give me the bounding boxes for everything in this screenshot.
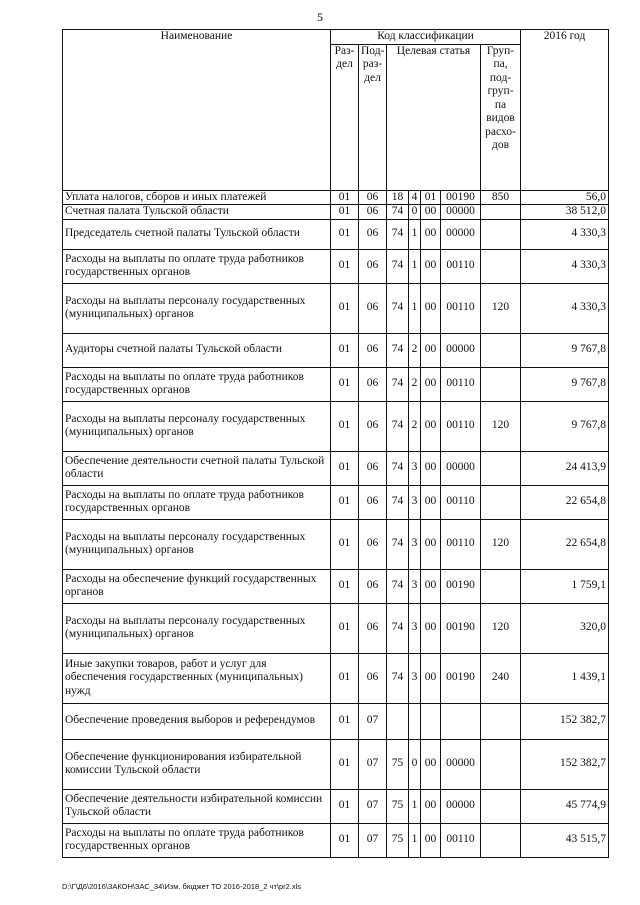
cell-t3: 00 [421,653,441,703]
cell-name: Председатель счетной палаты Тульской области [63,219,331,249]
cell-rz: 01 [331,190,359,205]
cell-t1: 74 [387,333,409,367]
cell-name: Расходы на выплаты по оплате труда работников государственных органов [63,249,331,283]
cell-t4: 00190 [441,569,481,603]
cell-vr [481,823,521,857]
cell-t1: 74 [387,205,409,220]
cell-vr [481,485,521,519]
cell-t3: 00 [421,367,441,401]
cell-t2 [409,703,421,739]
cell-vr: 240 [481,653,521,703]
header-code: Код классификации [331,30,521,45]
cell-amount: 56,0 [521,190,609,205]
table-row [63,367,609,401]
cell-name: Расходы на выплаты по оплате труда работников государственных органов [63,367,331,401]
cell-name: Аудиторы счетной палаты Тульской области [63,333,331,367]
cell-t4: 00110 [441,823,481,857]
cell-amount: 4 330,3 [521,283,609,333]
cell-rz: 01 [331,823,359,857]
cell-t4: 00110 [441,519,481,569]
cell-name: Обеспечение деятельности счетной палаты Тульской области [63,451,331,485]
cell-name: Обеспечение проведения выборов и референдумов [63,703,331,739]
table-row [63,451,609,485]
cell-pr: 06 [359,367,387,401]
cell-t1: 74 [387,653,409,703]
cell-pr: 06 [359,485,387,519]
cell-t3: 00 [421,823,441,857]
cell-t2: 1 [409,789,421,823]
cell-vr: 120 [481,519,521,569]
cell-t4: 00000 [441,219,481,249]
cell-rz: 01 [331,789,359,823]
cell-pr: 06 [359,519,387,569]
cell-name: Иные закупки товаров, работ и услуг для обеспечения государственных (муниципальных) нужд [63,653,331,703]
cell-amount: 9 767,8 [521,367,609,401]
file-path-footer: D:\Г\Д6\2016\ЗАКОН\ЗАС_34\Изм. бюджет ТО 2016-2018_2 чт\pr2.xls [62,882,302,891]
cell-pr: 06 [359,283,387,333]
cell-t4: 00190 [441,603,481,653]
cell-t3: 00 [421,333,441,367]
cell-t1: 74 [387,249,409,283]
cell-t2: 1 [409,219,421,249]
cell-t3: 00 [421,219,441,249]
cell-pr: 06 [359,205,387,220]
cell-pr: 07 [359,789,387,823]
cell-rz: 01 [331,219,359,249]
cell-rz: 01 [331,283,359,333]
header-razdel: Раз-дел [331,44,359,190]
cell-t3: 00 [421,603,441,653]
cell-t4: 00110 [441,485,481,519]
table-row [63,653,609,703]
table-row [63,205,609,220]
table-row [63,569,609,603]
table-body [63,190,609,857]
cell-vr [481,219,521,249]
cell-t4: 00000 [441,739,481,789]
cell-pr: 06 [359,603,387,653]
cell-t1: 18 [387,190,409,205]
cell-t2: 3 [409,485,421,519]
table-row [63,519,609,569]
cell-t2: 2 [409,367,421,401]
cell-pr: 06 [359,219,387,249]
cell-rz: 01 [331,703,359,739]
header-name: Наименование [63,30,331,191]
cell-amount: 9 767,8 [521,401,609,451]
cell-t3: 00 [421,569,441,603]
cell-t2: 3 [409,451,421,485]
cell-rz: 01 [331,367,359,401]
cell-t4: 00000 [441,205,481,220]
cell-name: Расходы на выплаты персоналу государственных (муниципальных) органов [63,401,331,451]
cell-amount: 152 382,7 [521,703,609,739]
cell-amount: 24 413,9 [521,451,609,485]
cell-t3: 00 [421,519,441,569]
cell-rz: 01 [331,653,359,703]
cell-vr [481,205,521,220]
cell-t1: 74 [387,451,409,485]
cell-t4: 00110 [441,283,481,333]
cell-vr [481,739,521,789]
cell-vr [481,333,521,367]
cell-t4: 00000 [441,789,481,823]
cell-vr: 120 [481,603,521,653]
header-podrazdel: Под-раз-дел [359,44,387,190]
cell-t1: 74 [387,603,409,653]
cell-t2: 4 [409,190,421,205]
cell-vr: 120 [481,283,521,333]
cell-vr [481,249,521,283]
cell-rz: 01 [331,401,359,451]
cell-pr: 06 [359,249,387,283]
cell-t1: 74 [387,283,409,333]
cell-t3: 00 [421,789,441,823]
cell-rz: 01 [331,451,359,485]
table-row [63,401,609,451]
cell-name: Обеспечение деятельности избирательной комиссии Тульской области [63,789,331,823]
table-row [63,703,609,739]
cell-t2: 3 [409,569,421,603]
cell-rz: 01 [331,603,359,653]
cell-name: Расходы на выплаты персоналу государственных (муниципальных) органов [63,283,331,333]
cell-t4 [441,703,481,739]
cell-t1: 75 [387,739,409,789]
cell-rz: 01 [331,333,359,367]
cell-t4: 00190 [441,190,481,205]
cell-amount: 43 515,7 [521,823,609,857]
cell-t2: 3 [409,653,421,703]
cell-t1: 74 [387,485,409,519]
cell-pr: 06 [359,451,387,485]
cell-t2: 3 [409,603,421,653]
cell-t3: 00 [421,451,441,485]
table-row [63,739,609,789]
cell-rz: 01 [331,249,359,283]
cell-rz: 01 [331,519,359,569]
cell-vr: 850 [481,190,521,205]
cell-amount: 1 759,1 [521,569,609,603]
cell-t2: 1 [409,249,421,283]
cell-vr [481,703,521,739]
cell-t1: 74 [387,569,409,603]
header-target: Целевая статья [387,44,481,190]
cell-t3: 00 [421,205,441,220]
cell-rz: 01 [331,205,359,220]
cell-t2: 1 [409,823,421,857]
cell-vr [481,451,521,485]
cell-t3: 01 [421,190,441,205]
cell-t1 [387,703,409,739]
cell-t1: 74 [387,519,409,569]
table-row [63,333,609,367]
header-group: Груп-па, под-груп-па видов расхо-дов [481,44,521,190]
cell-vr [481,569,521,603]
cell-amount: 320,0 [521,603,609,653]
cell-pr: 06 [359,333,387,367]
cell-t4: 00000 [441,333,481,367]
cell-amount: 4 330,3 [521,249,609,283]
cell-amount: 4 330,3 [521,219,609,249]
cell-pr: 07 [359,823,387,857]
cell-t4: 00110 [441,367,481,401]
cell-name: Уплата налогов, сборов и иных платежей [63,190,331,205]
budget-table [62,29,609,858]
cell-t2: 0 [409,205,421,220]
table-row [63,190,609,205]
cell-t1: 75 [387,789,409,823]
cell-t1: 74 [387,367,409,401]
cell-t4: 00190 [441,653,481,703]
cell-name: Расходы на обеспечение функций государственных органов [63,569,331,603]
cell-name: Расходы на выплаты персоналу государственных (муниципальных) органов [63,603,331,653]
table-row [63,219,609,249]
cell-t2: 2 [409,401,421,451]
cell-t3: 00 [421,283,441,333]
table-row [63,249,609,283]
cell-vr: 120 [481,401,521,451]
cell-rz: 01 [331,739,359,789]
cell-t3 [421,703,441,739]
table-row [63,485,609,519]
cell-t3: 00 [421,401,441,451]
cell-pr: 07 [359,703,387,739]
cell-t1: 75 [387,823,409,857]
table-row [63,283,609,333]
cell-t4: 00110 [441,249,481,283]
cell-amount: 38 512,0 [521,205,609,220]
cell-pr: 06 [359,569,387,603]
cell-amount: 45 774,9 [521,789,609,823]
cell-pr: 07 [359,739,387,789]
cell-rz: 01 [331,569,359,603]
cell-t2: 2 [409,333,421,367]
cell-name: Расходы на выплаты персоналу государственных (муниципальных) органов [63,519,331,569]
cell-t3: 00 [421,739,441,789]
cell-t2: 0 [409,739,421,789]
cell-t4: 00110 [441,401,481,451]
table-row [63,603,609,653]
cell-vr [481,367,521,401]
cell-t3: 00 [421,249,441,283]
cell-t1: 74 [387,219,409,249]
table-row [63,789,609,823]
header-year: 2016 год [521,30,609,191]
cell-pr: 06 [359,653,387,703]
cell-t2: 3 [409,519,421,569]
cell-amount: 9 767,8 [521,333,609,367]
cell-t4: 00000 [441,451,481,485]
cell-name: Счетная палата Тульской области [63,205,331,220]
cell-amount: 22 654,8 [521,485,609,519]
cell-pr: 06 [359,401,387,451]
cell-amount: 152 382,7 [521,739,609,789]
page-number: 5 [317,10,323,24]
cell-name: Обеспечение функционирования избирательной комиссии Тульской области [63,739,331,789]
cell-name: Расходы на выплаты по оплате труда работников государственных органов [63,823,331,857]
table-row [63,823,609,857]
cell-amount: 1 439,1 [521,653,609,703]
cell-rz: 01 [331,485,359,519]
cell-t1: 74 [387,401,409,451]
cell-t2: 1 [409,283,421,333]
cell-vr [481,789,521,823]
cell-pr: 06 [359,190,387,205]
cell-amount: 22 654,8 [521,519,609,569]
cell-t3: 00 [421,485,441,519]
cell-name: Расходы на выплаты по оплате труда работников государственных органов [63,485,331,519]
